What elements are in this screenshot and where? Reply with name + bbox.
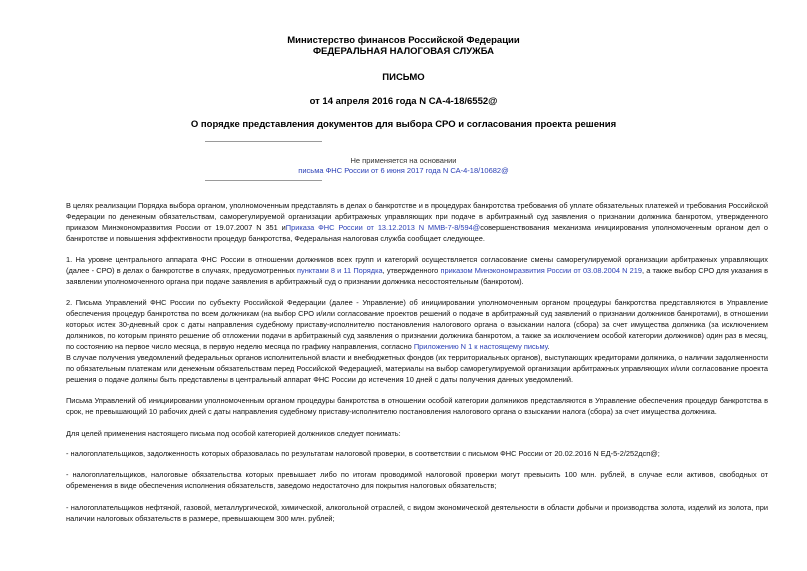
- paragraph-text: 1. На уровне центрального аппарата ФНС России в отношении должников всех групп и категорий осуществляется согласование смены саморегулируемой организации арбитражных управляющих (далее - СРО) в делах о банкротстве в случаях, предусмотренных: [66, 255, 768, 275]
- paragraph-special-category-intro: Для целей применения настоящего письма под особой категорией должников следует понимать:: [66, 429, 401, 438]
- paragraph-notifications: В случае получения уведомлений федеральных органов исполнительной власти и внебюджетных фондов (их территориальных органов), выступающих кредиторами должника, о наличии задолженности по обязательным платежам или денежным обязательствам перед Российской Федерацией, материалы на выбор саморегулируемой организации арбитражных управляющих и/или согласование проекта решения о подаче должны быть представлены в центральный аппарат ФНС России до истечения 10 дней с даты получения данных уведомлений.: [66, 353, 768, 384]
- list-item-industries: - налогоплательщиков нефтяной, газовой, металлургической, химической, алкогольной отраслей, с видом экономической деятельности в области добычи и производства золота, изделий из золота, при наличии налоговых обязательств в размере, превышающем 300 млн. рублей;: [66, 503, 768, 523]
- paragraph-text: совершенствования механизма инициирования уполномоченным органом дел о банкротстве и повышения эффективности процедур банкротства, Федеральная налоговая служба сообщает следующее.: [66, 223, 768, 243]
- appendix-link[interactable]: Приложению N 1 к настоящему письму: [413, 342, 548, 351]
- paragraph-special-category-deadline: Письма Управлений об инициировании уполномоченным органом процедуры банкротства в отношении особой категории должников представляются в Управление обеспечения процедур банкротства в срок, не превышающий 10 рабочих дней с даты направления судебному приставу-исполнителю постановления налогового органа о взыскании налога (сбора) за счет имущества должника.: [66, 396, 768, 416]
- status-note-link[interactable]: письма ФНС России от 6 июня 2017 года N СА-4-18/10682@: [298, 166, 509, 175]
- list-item-100mln: - налогоплательщиков, налоговые обязательства которых превышает либо по итогам проводимой налоговой проверки могут превысить 100 млн. рублей, в случае если активов, свободных от обременения в виде обеспечения исполнения обязательств, заведомо недостаточно для покрытия налоговых обязательств;: [66, 470, 768, 490]
- paragraph-item-2: [66, 297, 768, 352]
- paragraph-text: 2. Письма Управлений ФНС России по субъекту Российской Федерации (далее - Управление) об инициировании уполномоченным органом процедуры банкротства представляются в Управление обеспечения процедур банкротства по всем должникам (на выбор СРО и/или согласование проектов решений о подаче в арбитражный суд заявлений о признании должников банкротами), в отношении которых истек 30-дневный срок с даты направления судебному приставу-исполнителю постановления налогового органа о взыскании налога (сбора) за счет имущества должника (за исключением должников, по которым принято решение об отложении подачи в арбитражный суд заявления о признании должника банкротом, а также за исключением особой категории должников) один раз в месяц, по состоянию на первое число месяца, в первую неделю месяца по графику направления, согласно: [66, 298, 768, 351]
- fns-order-link[interactable]: Приказа ФНС России от 13.12.2013 N ММВ-7-8/594@: [285, 223, 481, 232]
- status-note-line2: [0, 166, 807, 175]
- paragraph-intro: [66, 200, 768, 244]
- ministry-name: Министерство финансов Российской Федерации: [287, 35, 520, 46]
- paragraph-text: , а также выбор СРО для указания в заявлении уполномоченного органа при подаче заявления в арбитражный суд о признании должника несостоятельным (банкротом).: [66, 266, 768, 286]
- divider-bottom: [205, 180, 322, 181]
- paragraph-text: В целях реализации Порядка выбора органом, уполномоченным представлять в делах о банкротстве и в процедурах банкротства требования об уплате обязательных платежей и требования Российской Федерации по денежным обязательствам, саморегулируемой организации арбитражных управляющих при подаче в арбитражный суд заявления о признании должника банкротом, утвержденного приказом Минэкономразвития России от 19.07.2007 N 351 и: [66, 201, 768, 232]
- procedure-points-link[interactable]: пунктами 8 и 11 Порядка: [297, 266, 383, 275]
- document-date-number: от 14 апреля 2016 года N СА-4-18/6552@: [309, 96, 498, 107]
- document-type: ПИСЬМО: [382, 72, 425, 83]
- paragraph-item-1: [66, 254, 768, 287]
- ministry-order-link[interactable]: приказом Минэкономразвития России от 03.08.2004 N 219: [440, 266, 642, 275]
- list-item-tax-audit: - налогоплательщиков, задолженность которых образовалась по результатам налоговой проверки, в соответствии с письмом ФНС России от 20.02.2016 N ЕД-5-2/252дсп@;: [66, 449, 660, 458]
- document-title: О порядке представления документов для выбора СРО и согласования проекта решения: [190, 119, 617, 130]
- paragraph-text: .: [547, 342, 550, 351]
- paragraph-text: , утвержденного: [382, 266, 441, 275]
- divider-top: [205, 141, 322, 142]
- status-note-text: Не применяется на основании: [350, 156, 457, 165]
- service-name: ФЕДЕРАЛЬНАЯ НАЛОГОВАЯ СЛУЖБА: [312, 46, 495, 57]
